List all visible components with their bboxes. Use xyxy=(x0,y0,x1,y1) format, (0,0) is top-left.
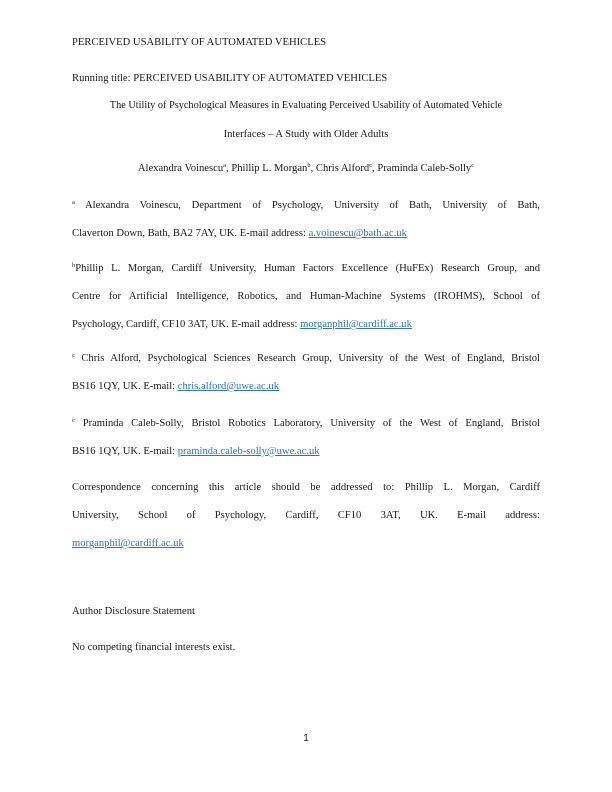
affiliation-a-line1 xyxy=(72,199,540,213)
author-affiliation-sup: a xyxy=(223,162,227,169)
author-affiliation-sup: c xyxy=(369,162,373,169)
email-link[interactable]: morganphil@cardiff.ac.uk xyxy=(300,319,412,330)
correspondence-line3 xyxy=(72,537,540,551)
author-name: Phillip L. Morgan xyxy=(231,163,308,174)
email-link[interactable]: morganphil@cardiff.ac.uk xyxy=(72,538,184,549)
author-list xyxy=(72,162,540,176)
affiliation-c2-line2 xyxy=(72,445,540,459)
affiliation-b-line2: Centre for Artificial Intelligence, Robotics, and Human-Machine Systems (IROHMS), School of xyxy=(72,291,540,302)
affiliation-b-line3 xyxy=(72,318,540,332)
correspondence-line2: University, School of Psychology, Cardiff, CF10 3AT, UK. E-mail address: xyxy=(72,510,540,521)
email-link[interactable]: a.voinescu@bath.ac.uk xyxy=(308,228,407,239)
affiliation-text: Praminda Caleb-Solly, Bristol Robotics Laboratory, University of the West of England, Bristol xyxy=(82,418,540,429)
affiliation-text: Alexandra Voinescu, Department of Psychology, University of Bath, University of Bath, xyxy=(85,200,540,211)
author-name: Praminda Caleb-Solly xyxy=(377,163,472,174)
author-name: Chris Alford xyxy=(315,163,370,174)
affiliation-b-line1 xyxy=(72,262,540,276)
running-head: PERCEIVED USABILITY OF AUTOMATED VEHICLES xyxy=(72,37,327,48)
correspondence-line1: Correspondence concerning this article should be addressed to: Phillip L. Morgan, Cardiff xyxy=(72,482,540,493)
author-affiliation-sup: c xyxy=(471,162,475,169)
affiliation-text: BS16 1QY, UK. E-mail: xyxy=(72,446,178,457)
paper-title-line2: Interfaces – A Study with Older Adults xyxy=(223,129,389,140)
affiliation-text: BS16 1QY, UK. E-mail: xyxy=(72,381,178,392)
affiliation-text: Phillip L. Morgan, Cardiff University, Human Factors Excellence (HuFEx) Research Group, and xyxy=(75,263,540,274)
affiliation-text: Psychology, Cardiff, CF10 3AT, UK. E-mail address: xyxy=(72,319,301,330)
affiliation-text: Chris Alford, Psychological Sciences Research Group, University of the West of England, Bristol xyxy=(81,353,540,364)
author-separator: , xyxy=(226,163,232,174)
paper-title-line1: The Utility of Psychological Measures in Evaluating Perceived Usability of Automated Vehicle xyxy=(109,100,503,111)
disclosure-heading: Author Disclosure Statement xyxy=(72,606,195,617)
author-affiliation-sup: b xyxy=(307,162,311,169)
disclosure-text: No competing financial interests exist. xyxy=(72,642,236,653)
author-name: Alexandra Voinescu xyxy=(137,163,224,174)
affiliation-sup: b xyxy=(72,262,76,269)
running-title: Running title: PERCEIVED USABILITY OF AUTOMATED VEHICLES xyxy=(72,73,388,84)
affiliation-sup: c xyxy=(72,352,75,359)
affiliation-sup: c xyxy=(72,417,75,424)
affiliation-c1-line2 xyxy=(72,380,540,394)
affiliation-c1-line1 xyxy=(72,352,540,366)
affiliation-text: Claverton Down, Bath, BA2 7AY, UK. E-mail address: xyxy=(72,228,309,239)
author-separator: , xyxy=(372,163,378,174)
author-separator: , xyxy=(310,163,316,174)
affiliation-sup: a xyxy=(72,199,75,206)
affiliation-c2-line1 xyxy=(72,417,540,431)
page-number: 1 xyxy=(303,733,309,744)
affiliation-a-line2 xyxy=(72,227,540,241)
email-link[interactable]: praminda.caleb-solly@uwe.ac.uk xyxy=(177,446,320,457)
email-link[interactable]: chris.alford@uwe.ac.uk xyxy=(177,381,279,392)
